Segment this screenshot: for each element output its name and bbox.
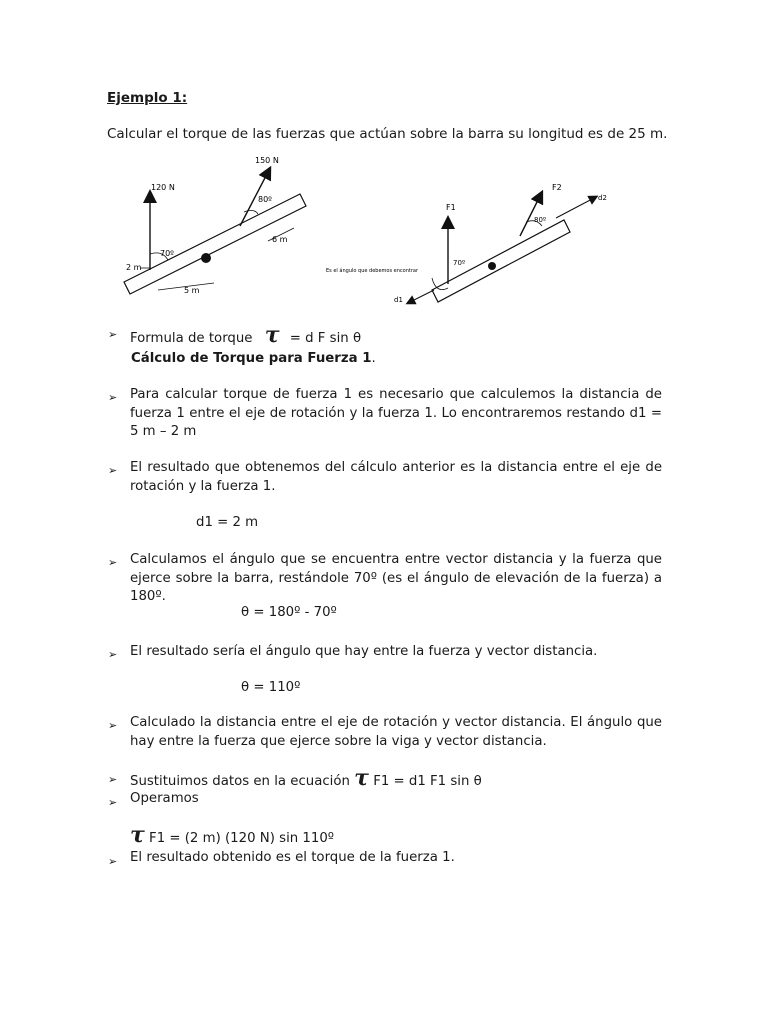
formula-prefix: Formula de torque [130,331,253,346]
formula-rest: = d F sin θ [289,331,362,346]
d2-label: d2 [598,194,607,202]
formula-line [130,322,361,348]
bullet-7-prefix: Sustituimos datos en la ecuación [130,774,350,789]
bullet-2-text: Para calcular torque de fuerza 1 es necesario que calculemos la distancia de fuerza 1 entre el eje de rotación y la fuerza 1. Lo encontraremos restando d1 = 5 m – 2 m [130,387,662,439]
pivot-dot [201,253,211,263]
f2-label: F2 [552,183,562,192]
dist-right-label: 6 m [272,235,288,244]
bullet-4: ➢ [108,556,118,569]
f1-label: F1 [446,203,456,212]
angle-f1-label: 70º [453,259,466,267]
right-diagram [322,178,622,310]
angle-b-label: 80º [258,195,272,204]
d1-arrow [410,290,434,302]
bullet-9: ➢ [108,855,118,868]
bullet-6-text: Calculado la distancia entre el eje de rotación y vector distancia. El ángulo que hay entre la fuerza que ejerce sobre la viga y vector distancia. [130,715,662,749]
bullet-5-text: El resultado sería el ángulo que hay entre la fuerza y vector distancia. [130,644,598,659]
page-title: Ejemplo 1: [107,90,188,106]
d1-label: d1 [394,296,403,304]
angle-note: Es el ángulo que debemos encontrar [326,268,419,274]
tau-symbol-2: τ [354,765,369,791]
d2-arrow [556,198,594,218]
eq-theta-result: θ = 110º [241,680,301,695]
bullet-6: ➢ [108,719,118,732]
bullet-3-text: El resultado que obtenemos del cálculo anterior es la distancia entre el eje de rotación y la fuerza 1. [130,460,662,494]
force-b-label: 150 N [255,156,279,165]
dist-bottom-label: 5 m [184,286,200,295]
bullet-8: ➢ [108,796,118,809]
bullet-7: ➢ [108,773,118,786]
eq-theta-calc: θ = 180º - 70º [241,605,337,620]
dist-left-label: 2 m [126,263,142,272]
bullet-2: ➢ [108,391,118,404]
subtitle [131,351,376,366]
bullet-5: ➢ [108,648,118,661]
bullet-8-text: Operamos [130,791,199,806]
angle-f2-label: 80º [534,216,547,224]
bullet-3: ➢ [108,464,118,477]
bullet-7-rest: F1 = d1 F1 sin θ [373,774,482,789]
bullet-7-line [130,765,482,791]
pivot-dot-right [488,262,496,270]
bullet-1: ➢ [108,328,118,341]
bar-shape [124,194,306,294]
eq-d1: d1 = 2 m [196,515,259,530]
left-diagram [118,150,318,310]
bullet-9-text: El resultado obtenido es el torque de la fuerza 1. [130,850,455,865]
eq-torque-rest: F1 = (2 m) (120 N) sin 110º [149,831,335,846]
subtitle-dot: . [371,351,376,366]
subtitle-text: Cálculo de Torque para Fuerza 1 [131,351,372,366]
eq-torque [130,822,334,848]
tau-symbol: τ [264,322,280,348]
angle-a-label: 70º [160,249,174,258]
bullet-4-text: Calculamos el ángulo que se encuentra entre vector distancia y la fuerza que ejerce sobre la barra, restándole 70º (es el ángulo de elevación de la fuerza) a 180º. [130,552,662,604]
tau-symbol-3: τ [130,822,145,848]
force-a-label: 120 N [151,183,175,192]
intro-text: Calcular el torque de las fuerzas que actúan sobre la barra su longitud es de 25 m. [107,126,668,142]
